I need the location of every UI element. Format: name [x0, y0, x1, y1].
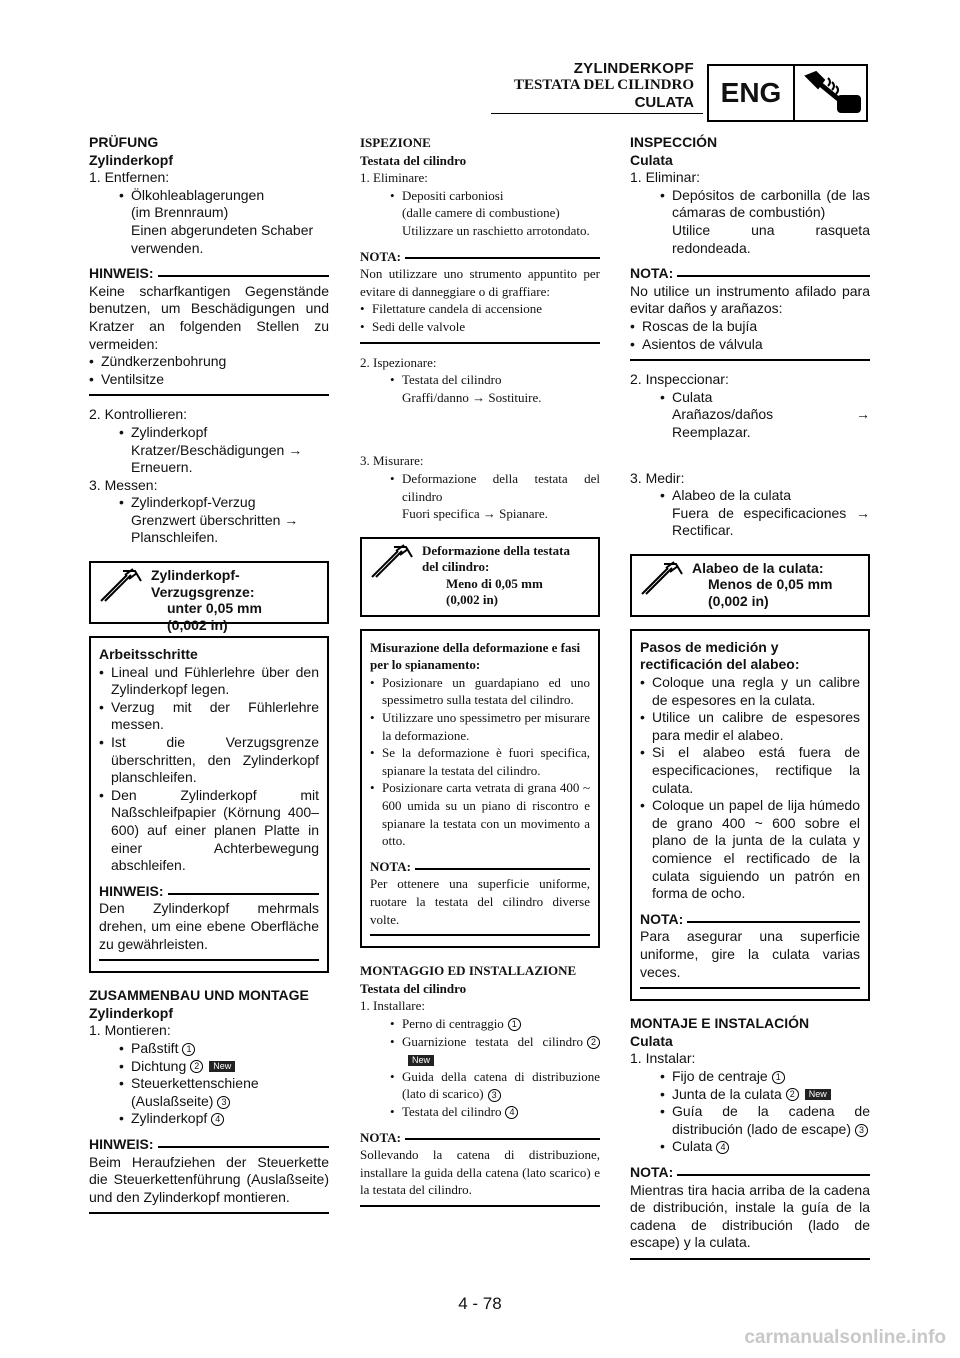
step-1-detail: (dalle camere di combustione) [402, 205, 560, 221]
section-heading: MONTAJE E INSTALACIÓN [630, 1015, 810, 1032]
spec-wrench-icon [362, 539, 422, 615]
note-label: NOTA: [360, 1129, 401, 1145]
step-3-detail: Grenzwert überschritten → [131, 511, 299, 528]
install-item-label: Culata [672, 1138, 713, 1155]
step-1-detail: verwenden. [131, 239, 204, 256]
install-item [360, 1103, 600, 1121]
step-1-detail: (im Brennraum) [131, 204, 229, 221]
new-part-badge: New [805, 1089, 831, 1100]
step-3: 3. Misurare: [360, 453, 424, 469]
spec-value: (0,002 in) [708, 592, 769, 609]
note-bullet: • Zündkerzenbohrung [89, 353, 329, 371]
section-heading: MONTAGGIO ED INSTALLAZIONE [360, 963, 577, 979]
procedure-bullet: • Coloque un papel de lija húmedo de grano 400 ~ 600 sobre el plano de la junta de la culata y comience el rectificado de la culata siguiendo un patrón en forma de ocho. [640, 797, 860, 903]
callout-number: 2 [587, 1036, 600, 1049]
note-end-rule [360, 342, 600, 344]
note-label: NOTA: [640, 910, 684, 927]
procedure-bullet: • Ist die Verzugsgrenze überschritten, den Zylinderkopf planschleifen. [99, 734, 319, 787]
install-item [630, 1068, 870, 1086]
note-text: Non utilizzare uno strumento appuntito per evitare di danneggiare o di graffiare: [360, 266, 600, 299]
section-heading: PRÜFUNG [89, 134, 159, 150]
step-2-detail: Graffi/danno → Sostituire. [402, 389, 542, 405]
step-3-bullet: • Alabeo de la culata [630, 487, 870, 505]
procedure-box [89, 636, 329, 973]
note-text: No utilice un instrumento afilado para evitar daños y arañazos: [630, 282, 870, 317]
section-heading: ISPEZIONE [360, 135, 431, 150]
install-item-label: Testata del cilindro [402, 1103, 502, 1119]
spec-box [360, 537, 600, 617]
step-2: 2. Inspeccionar: [630, 371, 729, 388]
note-text: Beim Heraufziehen der Steuerkette die Steuerkettenführung (Auslaßseite) und den Zylinderkopf montieren. [89, 1153, 329, 1205]
spec-wrench-icon [632, 556, 692, 615]
note-label: NOTA: [630, 1163, 674, 1180]
callout-number: 3 [488, 1089, 501, 1102]
section-heading: INSPECCIÓN [630, 134, 718, 150]
procedure-title: Arbeitsschritte [99, 646, 198, 663]
note-label: HINWEIS: [99, 882, 164, 899]
install-item [89, 1058, 329, 1076]
note-text: Den Zylinderkopf mehrmals drehen, um eine ebene Oberfläche zu gewährleisten. [99, 900, 319, 952]
install-item [89, 1110, 329, 1128]
note-heading [370, 858, 590, 876]
new-part-badge: New [408, 1055, 434, 1066]
procedure-bullet: • Verzug mit der Fühlerlehre messen. [99, 699, 319, 734]
header-rule [491, 113, 703, 114]
install-item-label: Dichtung [131, 1057, 187, 1074]
page-number: 4 - 78 [458, 1294, 502, 1313]
note-text: Keine scharfkantigen Gegenstände benutzen, um Beschädigungen und Kratzer an folgenden Stellen zu vermeiden: [89, 282, 329, 352]
spec-value: unter 0,05 mm [167, 600, 262, 617]
procedure-box [360, 629, 600, 949]
install-item [360, 1068, 600, 1103]
step-3-bullet: • Zylinderkopf-Verzug [89, 494, 329, 512]
step-1: 1. Instalar: [630, 1050, 696, 1067]
section-subheading: Culata [630, 151, 673, 168]
section-badge [707, 64, 868, 122]
step-3-detail: Fuori specifica → Spianare. [402, 506, 548, 522]
note-end-rule [99, 959, 319, 961]
spec-line: Zylinderkopf- [151, 567, 240, 584]
spec-line: del cilindro: [422, 559, 490, 575]
section-subheading: Testata del cilindro [360, 152, 467, 168]
spec-value: (0,002 in) [446, 592, 498, 608]
note-heading [99, 883, 319, 901]
note-label: HINWEIS: [89, 265, 154, 282]
step-1: 1. Entfernen: [89, 169, 170, 186]
install-item-label: Paßstift [131, 1039, 179, 1056]
install-item-label: Fijo de centraje [672, 1067, 768, 1084]
note-label: NOTA: [370, 858, 411, 874]
install-item-label: Zylinderkopf [131, 1110, 208, 1127]
step-2-detail: Erneuern. [131, 459, 193, 476]
step-2-detail: Kratzer/Beschädigungen → [131, 441, 303, 458]
step-3: 3. Messen: [89, 476, 158, 493]
procedure-bullet: • Posizionare un guardapiano ed uno spessimetro sulla testata del cilindro. [370, 674, 590, 709]
install-item: • Steuerkettenschiene [89, 1075, 329, 1093]
step-1: 1. Eliminar: [630, 169, 701, 186]
note-end-rule [630, 1258, 870, 1260]
install-item-label: Junta de la culata [672, 1085, 782, 1102]
spec-line: Verzugsgrenze: [151, 583, 255, 600]
step-2-detail: Arañazos/daños → Reemplazar. [672, 406, 870, 440]
spec-box [630, 554, 870, 617]
section-subheading: Zylinderkopf [89, 1004, 174, 1021]
step-3-detail: Planschleifen. [131, 529, 219, 546]
install-item [630, 1103, 870, 1138]
note-heading [630, 265, 870, 283]
install-item [630, 1138, 870, 1156]
note-bullet: • Filettature candela di accensione [360, 300, 600, 318]
note-bullet: • Roscas de la bujía [630, 318, 870, 336]
procedure-box [630, 629, 870, 1001]
step-2-bullet: • Zylinderkopf [89, 424, 329, 442]
note-end-rule [630, 359, 870, 361]
callout-number: 3 [855, 1124, 868, 1137]
page-header-titles [514, 60, 694, 111]
note-heading [89, 1136, 329, 1154]
step-1-bullet: • Ölkohleablagerungen [89, 187, 329, 205]
install-item-label: (Auslaßseite) [131, 1092, 214, 1109]
step-1: 1. Montieren: [89, 1022, 171, 1039]
install-item-label: Guida della catena di distribuzione (lato di scarico) [402, 1068, 600, 1102]
procedure-bullet: • Utilice un calibre de espesores para medir el alabeo. [640, 709, 860, 744]
note-text: Per ottenere una superficie uniforme, ruotare la testata del cilindro diverse volte. [370, 876, 590, 927]
procedure-bullet: • Coloque una regla y un calibre de espesores en la culata. [640, 674, 860, 709]
note-heading [640, 911, 860, 929]
step-2: 2. Ispezionare: [360, 354, 437, 370]
spec-wrench-icon [91, 563, 151, 622]
procedure-title: Misurazione della deformazione e fasi per lo spianamento: [370, 639, 581, 673]
procedure-bullet: • Utilizzare uno spessimetro per misurare la deformazione. [370, 709, 590, 744]
note-bullet: • Sedi delle valvole [360, 318, 600, 336]
note-heading [630, 1164, 870, 1182]
step-2-bullet: • Testata del cilindro [360, 371, 600, 389]
lang-badge: ENG [709, 66, 795, 120]
spec-line: Deformazione della testata [422, 542, 571, 558]
note-text: Mientras tira hacia arriba de la cadena de distribución, instale la guía de la cadena de distribución (lado de escape) y la culata. [630, 1181, 870, 1251]
procedure-bullet: • Si el alabeo está fuera de especificaciones, rectifique la culata. [640, 744, 860, 797]
install-item-label: Guía de la cadena de distribución (lado de escape) [672, 1103, 870, 1137]
section-heading: ZUSAMMENBAU UND MONTAGE [89, 987, 309, 1004]
install-item [360, 1033, 600, 1068]
note-heading [360, 248, 600, 266]
spec-value: Meno di 0,05 mm [446, 575, 543, 591]
procedure-title: Pasos de medición y rectificación del alabeo: [640, 638, 800, 673]
callout-number: 2 [786, 1088, 799, 1101]
note-end-rule [640, 987, 860, 989]
step-3-bullet: • Deformazione della testata del cilindro [360, 470, 600, 505]
step-1-detail: Utilice una rasqueta redondeada. [672, 221, 870, 256]
note-label: NOTA: [360, 248, 401, 264]
procedure-bullet: • Lineal und Fühlerlehre über den Zylinderkopf legen. [99, 664, 319, 699]
note-bullet: • Ventilsitze [89, 371, 329, 389]
procedure-bullet: • Posizionare carta vetrata di grana 400 ~ 600 umida su un piano di riscontro e spianare la testata con un movimento a otto. [370, 779, 590, 849]
install-item [360, 1015, 600, 1033]
new-part-badge: New [209, 1061, 235, 1072]
section-subheading: Testata del cilindro [360, 980, 467, 996]
callout-number: 1 [182, 1043, 195, 1056]
install-item-label: Guarnizione testata del cilindro [402, 1033, 583, 1049]
note-text: Sollevando la catena di distribuzione, installare la guida della catena (lato scarico) e la testata del cilindro. [360, 1147, 600, 1198]
step-1: 1. Eliminare: [360, 170, 428, 186]
header-title-de: ZYLINDERKOPF [573, 60, 694, 77]
step-2: 2. Kontrollieren: [89, 406, 188, 423]
spec-value: Menos de 0,05 mm [708, 576, 833, 593]
procedure-bullet: • Se la deformazione è fuori specifica, spianare la testata del cilindro. [370, 744, 590, 779]
step-3-detail: Fuera de especificaciones → Rectificar. [672, 504, 870, 539]
column-german [89, 134, 329, 1224]
header-title-es: CULATA [634, 94, 694, 111]
callout-number: 2 [190, 1060, 203, 1073]
note-end-rule [360, 1205, 600, 1207]
install-item [89, 1040, 329, 1058]
callout-number: 3 [217, 1096, 230, 1109]
callout-number: 1 [772, 1071, 785, 1084]
callout-number: 4 [211, 1113, 224, 1126]
note-label: NOTA: [630, 265, 674, 282]
callout-number: 1 [508, 1018, 521, 1031]
header-title-it: TESTATA DEL CILINDRO [513, 77, 694, 93]
spec-line: Alabeo de la culata: [692, 559, 824, 576]
section-subheading: Zylinderkopf [89, 151, 174, 168]
step-1-bullet: • Depósitos de carbonilla (de las cámaras de combustión) [630, 187, 870, 222]
step-3: 3. Medir: [630, 469, 685, 486]
column-spanish [630, 134, 870, 1270]
step-1-detail: Utilizzare un raschietto arrotondato. [402, 222, 590, 238]
note-text: Para asegurar una superficie uniforme, gire la culata varias veces. [640, 928, 860, 980]
note-heading [89, 265, 329, 283]
section-subheading: Culata [630, 1032, 673, 1049]
install-item-label: Perno di centraggio [402, 1015, 504, 1031]
install-item-detail [89, 1093, 329, 1111]
note-end-rule [89, 1212, 329, 1214]
install-item [630, 1086, 870, 1104]
step-1-bullet: • Depositi carboniosi [360, 187, 600, 205]
watermark: carmanualsonline.info [744, 1327, 946, 1348]
note-bullet: • Asientos de válvula [630, 336, 870, 354]
note-heading [360, 1129, 600, 1147]
spec-value: (0,002 in) [167, 616, 228, 633]
callout-number: 4 [716, 1141, 729, 1154]
callout-number: 4 [505, 1106, 518, 1119]
step-2-bullet: • Culata [630, 389, 870, 407]
step-1: 1. Installare: [360, 998, 425, 1014]
procedure-bullet: • Den Zylinderkopf mit Naßschleifpapier (Körnung 400–600) auf einer planen Platte in einer Achterbewegung abschleifen. [99, 787, 319, 875]
column-italian [360, 134, 600, 1217]
wrench-tool-icon [795, 66, 866, 120]
note-label: HINWEIS: [89, 1135, 154, 1152]
note-end-rule [89, 394, 329, 396]
note-end-rule [370, 934, 590, 936]
step-1-detail: Einen abgerundeten Schaber [131, 221, 314, 238]
spec-box [89, 561, 329, 633]
